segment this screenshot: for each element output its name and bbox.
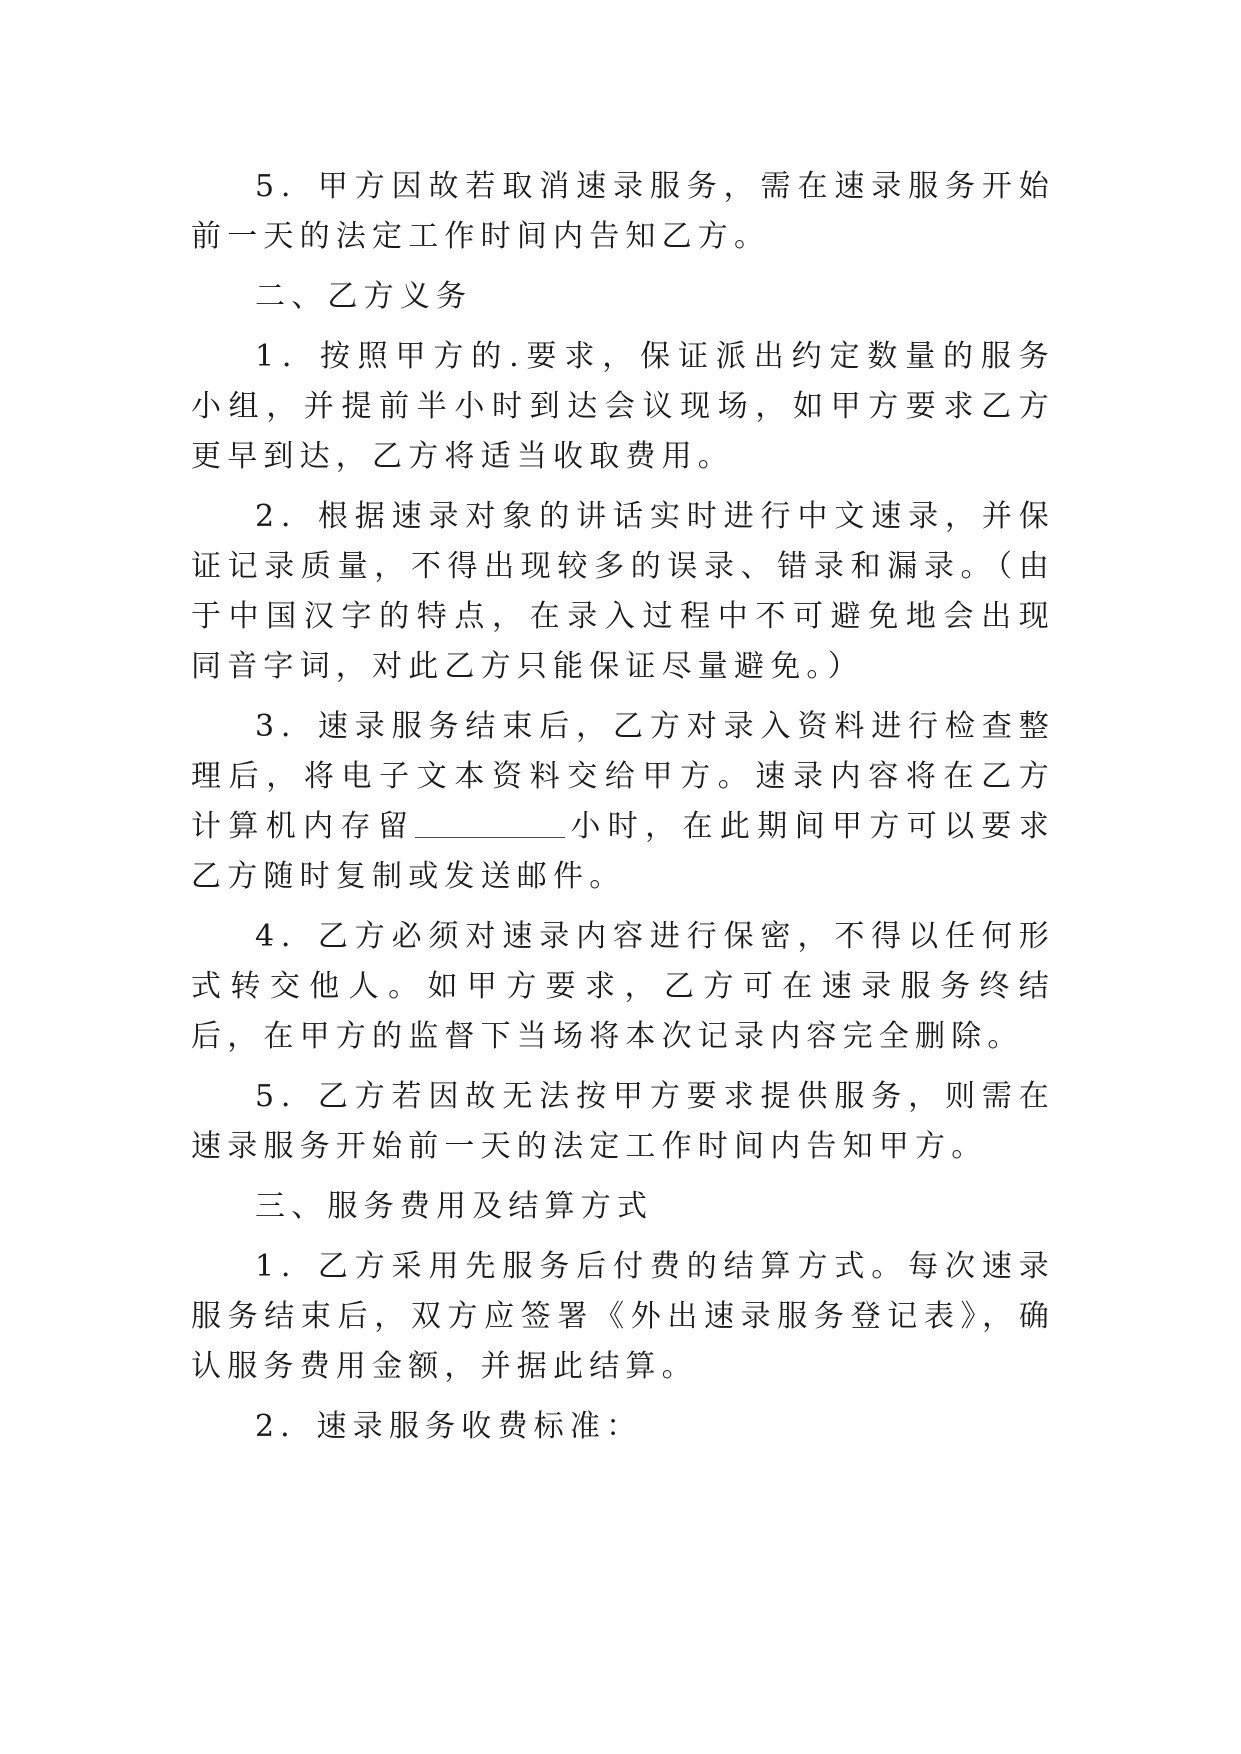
paragraph-service-team: 1．按照甲方的.要求，保证派出约定数量的服务小组，并提前半小时到达会议现场，如甲方要求乙方更早到达，乙方将适当收取费用。 bbox=[191, 339, 1055, 474]
paragraph-confidentiality: 4．乙方必须对速录内容进行保密，不得以任何形式转交他人。如甲方要求，乙方可在速录服务终结后，在甲方的监督下当场将本次记录内容完全删除。 bbox=[191, 919, 1055, 1054]
paragraph-party-a-cancellation: 5．甲方因故若取消速录服务，需在速录服务开始前一天的法定工作时间内告知乙方。 bbox=[191, 169, 1055, 254]
section-heading-party-b-obligations: 二、乙方义务 bbox=[255, 279, 473, 314]
paragraph-settlement-method: 1．乙方采用先服务后付费的结算方式。每次速录服务结束后，双方应签署《外出速录服务登记表》，确认服务费用金额，并据此结算。 bbox=[191, 1249, 1055, 1384]
paragraph-party-b-cancellation: 5．乙方若因故无法按甲方要求提供服务，则需在速录服务开始前一天的法定工作时间内告知甲方。 bbox=[191, 1079, 1055, 1164]
paragraph-fee-standard: 2．速录服务收费标准： bbox=[255, 1409, 643, 1444]
section-heading-fees-settlement: 三、服务费用及结算方式 bbox=[255, 1189, 654, 1224]
retention-hours-blank bbox=[415, 807, 565, 838]
retention-text-before: 3．速录服务结束后，乙方对录入资料进行检查整理后，将电子文本资料交给甲方。速录内容将在乙方计算机内存留 bbox=[191, 709, 1055, 844]
paragraph-data-retention bbox=[191, 702, 1055, 902]
retention-text-after: 小时，在此期间甲方可以要求乙方随时复制或发送邮件。 bbox=[191, 809, 1055, 894]
paragraph-record-quality: 2．根据速录对象的讲话实时进行中文速录，并保证记录质量，不得出现较多的误录、错录和漏录。（由于中国汉字的特点，在录入过程中不可避免地会出现同音字词，对此乙方只能保证尽量避免。） bbox=[191, 499, 1055, 684]
document-body bbox=[191, 162, 1055, 1452]
